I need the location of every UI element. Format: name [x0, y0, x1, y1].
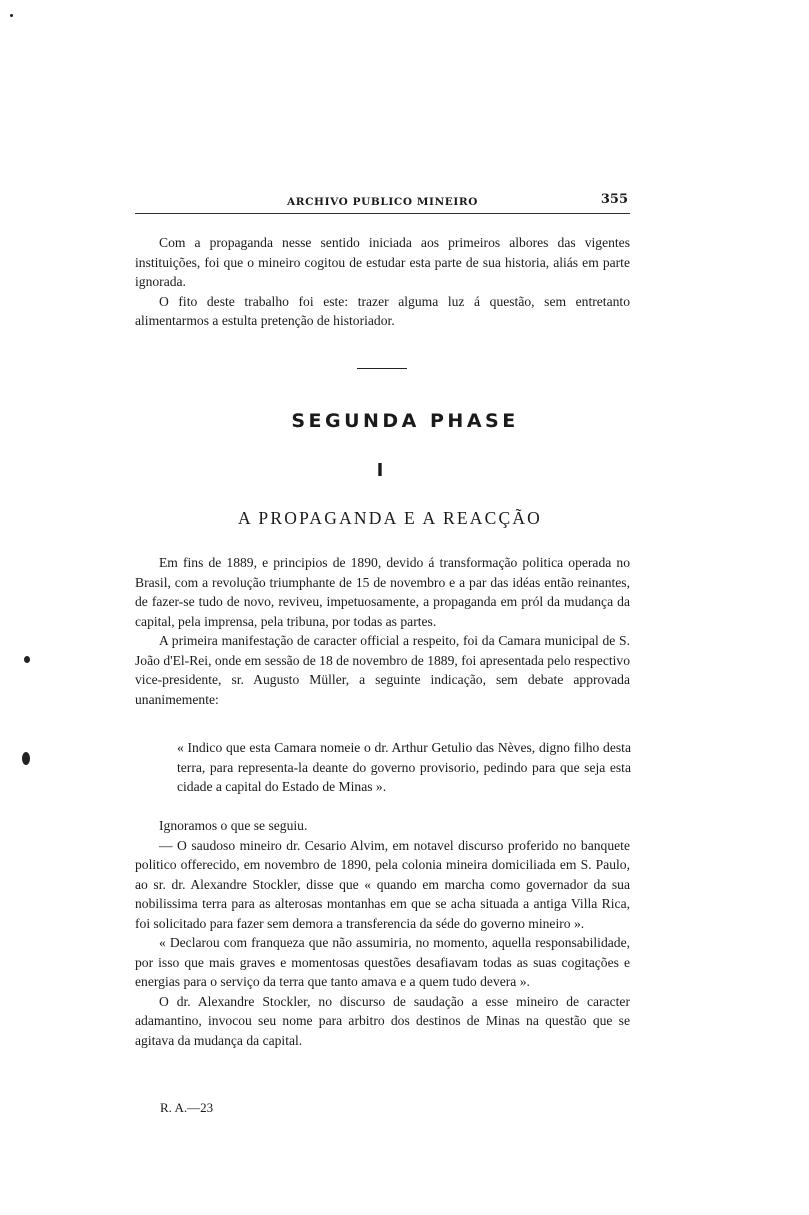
body-text: [135, 553, 630, 709]
paragraph: O fito deste trabalho foi este: trazer alguma luz á questão, sem entretanto alimentarmos a estulta pretenção de historiador.: [135, 293, 630, 328]
scan-speck: [22, 752, 30, 765]
quote-text: « Indico que esta Camara nomeie o dr. Arthur Getulio das Nèves, digno filho desta terra, para representa-la deante do governo provisorio, pedindo para que seja esta cidade a capital do Estado de Minas ».: [177, 740, 631, 794]
quoted-indication: [177, 738, 631, 797]
scan-speck: [10, 14, 13, 17]
header-rule: [135, 213, 630, 214]
continuation-text: [135, 816, 630, 1050]
paragraph: Com a propaganda nesse sentido iniciada aos primeiros albores das vigentes instituições, foi que o mineiro cogitou de estudar esta parte de sua historia, aliás em parte ignorada.: [135, 235, 630, 289]
scan-speck: [24, 656, 30, 663]
chapter-numeral: I: [376, 460, 384, 481]
signature-mark: R. A.—23: [160, 1100, 214, 1115]
page-number: 355: [600, 192, 628, 207]
section-divider: [357, 368, 407, 369]
phase-heading: SEGUNDA PHASE: [291, 410, 519, 432]
intro-text: [135, 233, 630, 331]
section-heading: A PROPAGANDA E A REACÇÃO: [237, 508, 543, 528]
paragraph: O dr. Alexandre Stockler, no discurso de saudação a esse mineiro de caracter adamantino, invocou seu nome para arbitro dos destinos de Minas na questão que se agitava da mudança da capital.: [135, 993, 630, 1048]
paragraph: A primeira manifestação de caracter official a respeito, foi da Camara municipal de S. João d'El-Rei, onde em sessão de 18 de novembro de 1889, foi apresentada pelo respectivo vice-presidente, sr. Augusto Müller, a seguinte indicação, sem debate approvada unanimemente:: [135, 633, 630, 707]
paragraph: — O saudoso mineiro dr. Cesario Alvim, em notavel discurso proferido no banquete politico offerecido, em novembro de 1890, pela colonia mineira domiciliada em S. Paulo, ao sr. dr. Alexandre Stockler, disse que « quando em marcha como governador da sua nobilissima terra para as alterosas montanhas em que se acha situada a antiga Villa Rica, foi solicitado para fazer sem demora a transferencia da séde do governo mineiro ».: [135, 837, 630, 931]
paragraph: Ignoramos o que se seguiu.: [159, 818, 308, 833]
paragraph: « Declarou com franqueza que não assumiria, no momento, aquella responsabilidade, por isso que mais graves e momentosas questões desafiavam todas as suas cogitações e energias para o serviço da terra que tanto amava e a quem tudo devera ».: [135, 935, 630, 989]
running-header: [135, 192, 630, 212]
paragraph: Em fins de 1889, e principios de 1890, devido á transformação politica operada no Brasil, com a revolução triumphante de 15 de novembro e a par das idéas então reinantes, de fazer-se tudo de novo, reviveu, impetuosamente, a propaganda em pról da mudança da capital, pela imprensa, pela tribuna, por todas as partes.: [135, 555, 630, 629]
running-title: ARCHIVO PUBLICO MINEIRO: [287, 196, 478, 208]
